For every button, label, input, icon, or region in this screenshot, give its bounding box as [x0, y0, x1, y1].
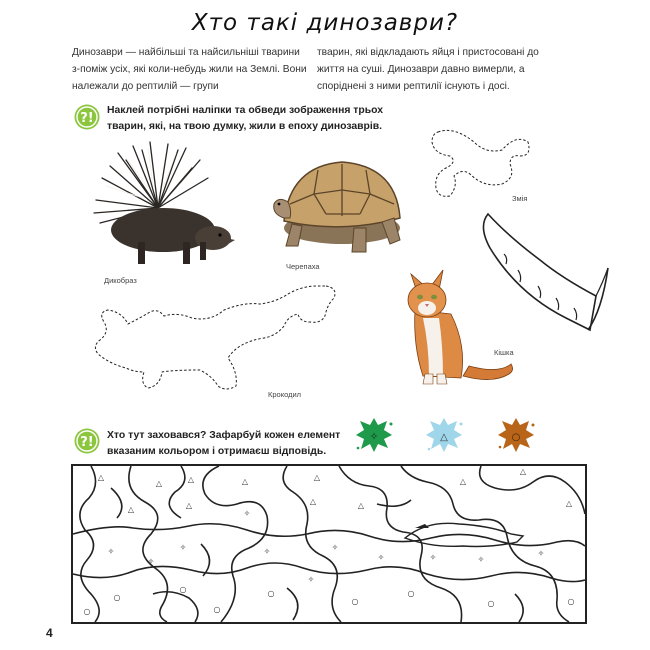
svg-text:○: ○	[267, 589, 275, 598]
task1-text: Наклей потрібні наліпки та обведи зображення трьох тварин, які, на твою думку, жили в епоху динозаврів.	[107, 105, 383, 132]
svg-text:✧: ✧	[243, 509, 251, 518]
task2-text: Хто тут заховався? Зафарбуй кожен елемент вказаним кольором і отримаєш відповідь.	[107, 430, 341, 457]
porcupine-caption: Дикобраз	[104, 276, 137, 285]
page-title: Хто такі динозаври?	[191, 10, 459, 36]
cat-caption: Кішка	[494, 348, 514, 357]
snake-caption: Змія	[512, 194, 528, 203]
svg-text:△: △	[565, 499, 573, 508]
blue-key-symbol: △	[440, 432, 448, 443]
svg-text:△: △	[459, 477, 467, 486]
svg-text:○: ○	[567, 597, 575, 606]
svg-text:✧: ✧	[307, 575, 315, 584]
svg-text:✧: ✧	[477, 555, 485, 564]
svg-text:✧: ✧	[377, 553, 385, 562]
coloring-puzzle[interactable]	[71, 464, 587, 624]
svg-text:✧: ✧	[107, 547, 115, 556]
svg-text:○: ○	[407, 589, 415, 598]
svg-text:○: ○	[83, 607, 91, 616]
blue-splat-key	[424, 415, 464, 455]
svg-text:✧: ✧	[179, 543, 187, 552]
svg-text:○: ○	[179, 585, 187, 594]
svg-text:△: △	[127, 505, 135, 514]
intro-text-right: тварин, які відкладають яйця і пристосовані до життя на суші. Динозаври давно вимерли, а споріднені з ними рептилії існують і досі.	[317, 47, 539, 92]
svg-text:?!: ?!	[80, 435, 94, 450]
crocodile-outline[interactable]	[88, 282, 348, 397]
snake-outline[interactable]	[424, 124, 534, 204]
svg-text:△: △	[357, 501, 365, 510]
svg-text:?!: ?!	[80, 111, 94, 126]
page-number: 4	[46, 626, 53, 640]
svg-text:○: ○	[113, 593, 121, 602]
turtle-image	[270, 156, 410, 256]
svg-text:△: △	[313, 473, 321, 482]
svg-text:✧: ✧	[331, 543, 339, 552]
svg-text:✧: ✧	[147, 557, 155, 566]
green-splat-key	[354, 415, 394, 455]
crocodile-caption: Крокодил	[268, 390, 302, 399]
svg-text:△: △	[241, 477, 249, 486]
intro-text-left: Динозаври — найбільші та найсильніші тварини з-поміж усіх, які коли-небудь жили на Землі. Вони належали до рептилій — групи	[72, 47, 307, 92]
svg-text:△: △	[187, 475, 195, 484]
svg-text:△: △	[155, 479, 163, 488]
svg-text:✧: ✧	[263, 547, 271, 556]
green-key-symbol: ✧	[369, 430, 379, 443]
coloring-task-icon	[74, 428, 100, 454]
svg-text:△: △	[97, 473, 105, 482]
svg-text:✧: ✧	[429, 553, 437, 562]
svg-text:○: ○	[213, 605, 221, 614]
sticker-task-icon	[74, 104, 100, 130]
porcupine-image	[88, 138, 238, 278]
brown-key-symbol: ○	[511, 432, 521, 443]
svg-text:△: △	[309, 497, 317, 506]
cat-image	[403, 266, 518, 391]
svg-text:△: △	[519, 467, 527, 476]
svg-text:✧: ✧	[537, 549, 545, 558]
svg-text:○: ○	[351, 597, 359, 606]
svg-text:△: △	[185, 501, 193, 510]
turtle-caption: Черепаха	[286, 262, 320, 271]
brown-splat-key	[496, 415, 536, 455]
svg-text:○: ○	[487, 599, 495, 608]
